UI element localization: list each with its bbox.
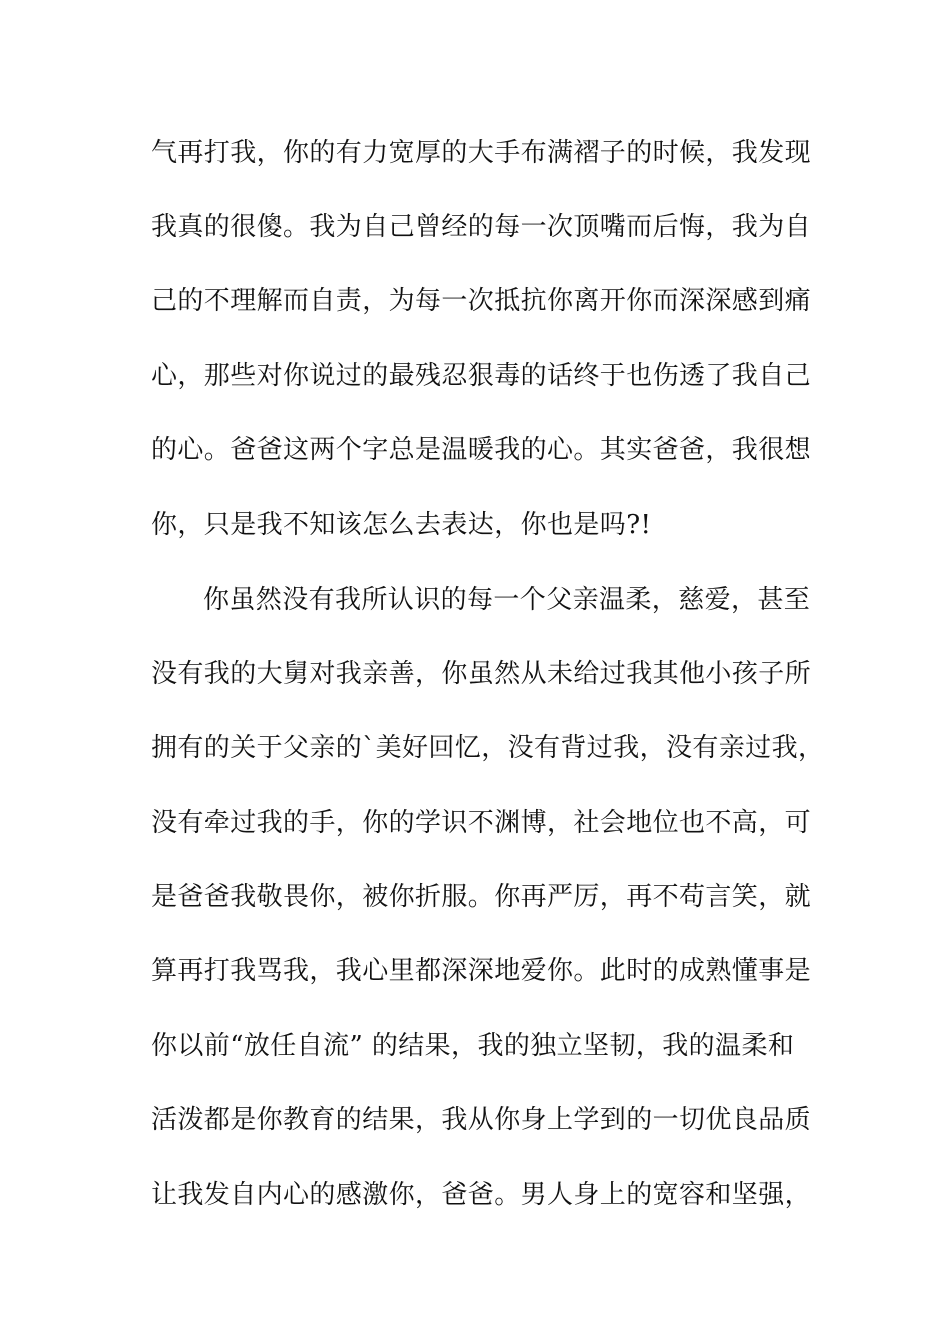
text-line: 拥有的关于父亲的`美好回忆，没有背过我，没有亲过我，: [151, 733, 825, 763]
text-line: 没有我的大舅对我亲善，你虽然从未给过我其他小孩子所: [151, 659, 812, 689]
text-line: 是爸爸我敬畏你，被你折服。你再严厉，再不苟言笑，就: [151, 882, 812, 912]
text-line: 算再打我骂我，我心里都深深地爱你。此时的成熟懂事是: [151, 956, 812, 986]
text-line: 气再打我，你的有力宽厚的大手布满褶子的时候，我发现: [151, 138, 812, 168]
text-line: 活泼都是你教育的结果，我从你身上学到的一切优良品质: [151, 1105, 812, 1135]
text-line: 的心。爸爸这两个字总是温暖我的心。其实爸爸，我很想: [151, 435, 812, 465]
text-line: 心，那些对你说过的最残忍狠毒的话终于也伤透了我自己: [151, 361, 812, 391]
text-line: 你以前“放任自流” 的结果，我的独立坚韧，我的温柔和: [151, 1031, 795, 1061]
text-line: 己的不理解而自责，为每一次抵抗你离开你而深深感到痛: [151, 286, 812, 316]
text-line: 我真的很傻。我为自己曾经的每一次顶嘴而后悔，我为自: [151, 212, 812, 242]
paragraph-first-line: 你虽然没有我所认识的每一个父亲温柔，慈爱，甚至: [203, 585, 811, 615]
text-line: 你，只是我不知该怎么去表达，你也是吗?!: [151, 510, 652, 540]
text-line: 让我发自内心的感激你，爸爸。男人身上的宽容和坚强，: [151, 1180, 812, 1210]
text-line: 没有牵过我的手，你的学识不渊博，社会地位也不高，可: [151, 808, 812, 838]
